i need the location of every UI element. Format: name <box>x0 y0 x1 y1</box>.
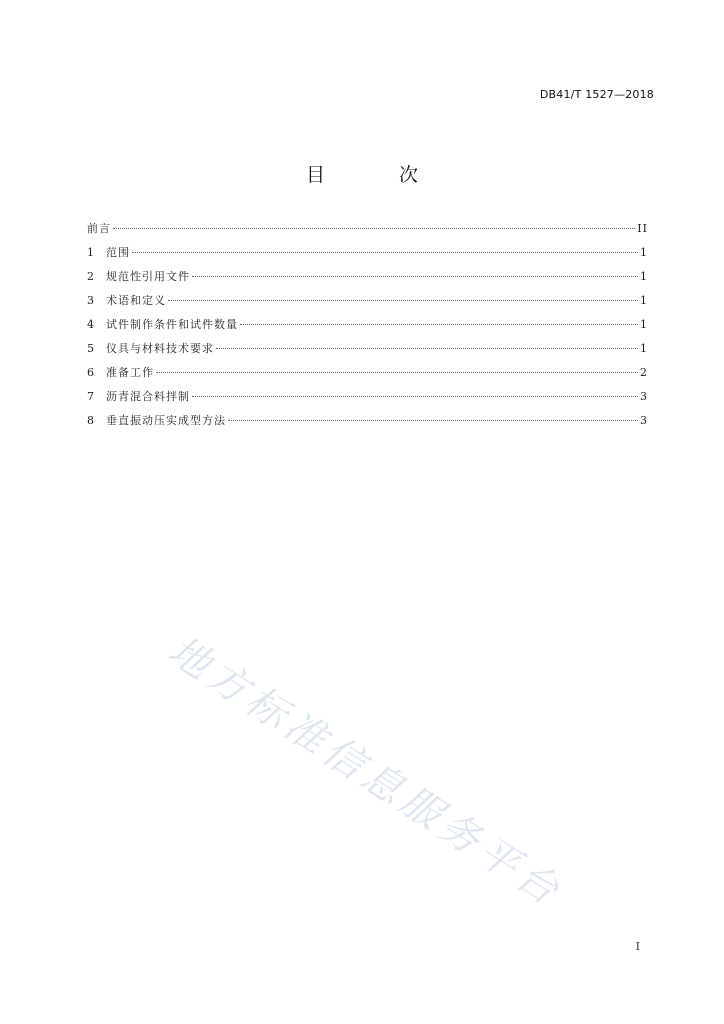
toc-entry-label: 试件制作条件和试件数量 <box>106 318 238 331</box>
toc-entry-6[interactable] <box>87 364 648 388</box>
toc-entry-5[interactable] <box>87 340 648 364</box>
standard-code: DB41/T 1527—2018 <box>539 88 654 101</box>
toc-entry-1[interactable] <box>87 244 648 268</box>
toc-entry-page: 3 <box>640 390 648 403</box>
toc-entry-number: 7 <box>87 390 94 403</box>
toc-entry-page: 2 <box>640 366 648 379</box>
toc-leader-dots <box>240 324 638 325</box>
toc-entry-number: 6 <box>87 366 94 379</box>
toc-entry-page: II <box>637 222 648 235</box>
toc-entry-number: 3 <box>87 294 94 307</box>
toc-entry-page: 1 <box>640 270 648 283</box>
toc-entry-label: 范围 <box>106 246 130 259</box>
toc-entry-page: 1 <box>640 318 648 331</box>
toc-leader-dots <box>156 372 638 373</box>
toc-entry-number: 8 <box>87 414 94 427</box>
toc-entry-page: 3 <box>640 414 648 427</box>
page-number: I <box>635 940 640 953</box>
table-of-contents <box>87 220 648 436</box>
toc-entry-label: 沥青混合料拌制 <box>106 390 190 403</box>
toc-entry-label: 准备工作 <box>106 366 154 379</box>
toc-leader-dots <box>192 396 638 397</box>
toc-entry-label: 规范性引用文件 <box>106 270 190 283</box>
toc-title: 目 次 <box>305 164 453 186</box>
toc-entry-2[interactable] <box>87 268 648 292</box>
toc-entry-7[interactable] <box>87 388 648 412</box>
toc-leader-dots <box>216 348 638 349</box>
toc-entry-label: 术语和定义 <box>106 294 166 307</box>
toc-entry-foreword[interactable] <box>87 220 648 244</box>
toc-entry-number: 1 <box>87 246 94 259</box>
toc-entry-number: 5 <box>87 342 94 355</box>
toc-entry-label: 仪具与材料技术要求 <box>106 342 214 355</box>
toc-entry-4[interactable] <box>87 316 648 340</box>
toc-entry-number: 4 <box>87 318 94 331</box>
toc-leader-dots <box>168 300 638 301</box>
toc-leader-dots <box>113 228 635 229</box>
toc-leader-dots <box>192 276 638 277</box>
toc-entry-8[interactable] <box>87 412 648 436</box>
toc-entry-label: 前言 <box>87 222 111 235</box>
watermark: 地方标准信息服务平台 <box>160 627 571 917</box>
toc-entry-3[interactable] <box>87 292 648 316</box>
toc-entry-label: 垂直振动压实成型方法 <box>106 414 226 427</box>
toc-entry-page: 1 <box>640 246 648 259</box>
toc-entry-page: 1 <box>640 342 648 355</box>
toc-leader-dots <box>132 252 638 253</box>
toc-entry-number: 2 <box>87 270 94 283</box>
toc-leader-dots <box>228 420 638 421</box>
toc-entry-page: 1 <box>640 294 648 307</box>
